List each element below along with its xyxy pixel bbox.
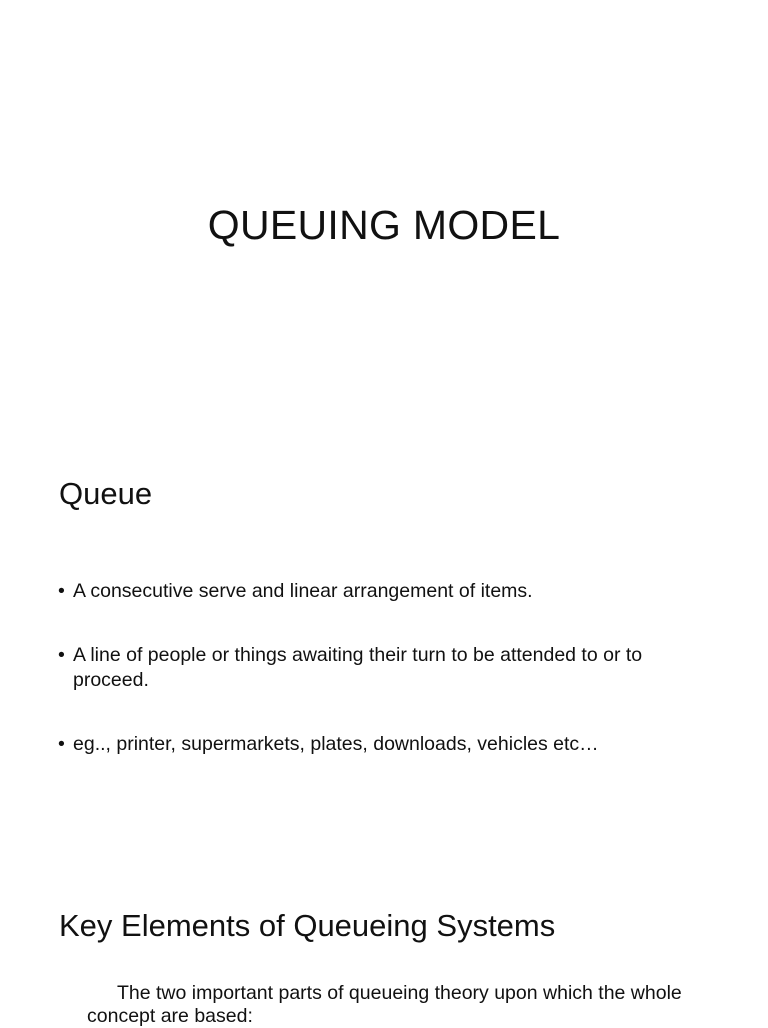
- key-elements-slide: [0, 864, 768, 1027]
- intro-paragraph: The two important parts of queueing theory upon which the whole concept are based:: [87, 982, 682, 1027]
- bullet-text: A consecutive serve and linear arrangement of items.: [73, 580, 533, 602]
- bullet-item: [58, 643, 708, 693]
- bullet-marker: •: [58, 733, 65, 755]
- bullet-text: A line of people or things awaiting their turn to be attended to or to proceed.: [73, 644, 643, 691]
- slide-heading: Key Elements of Queueing Systems: [59, 908, 556, 943]
- title-slide: [0, 0, 768, 432]
- slide-heading: Queue: [59, 476, 153, 511]
- bullet-marker: •: [58, 580, 65, 602]
- presentation-title: QUEUING MODEL: [207, 202, 561, 248]
- bullet-text: eg.., printer, supermarkets, plates, downloads, vehicles etc…: [73, 733, 599, 755]
- bullet-list: [58, 579, 708, 796]
- bullet-marker: •: [58, 644, 65, 666]
- bullet-item: [58, 579, 708, 604]
- queue-slide: [0, 432, 768, 864]
- bullet-item: [58, 732, 708, 757]
